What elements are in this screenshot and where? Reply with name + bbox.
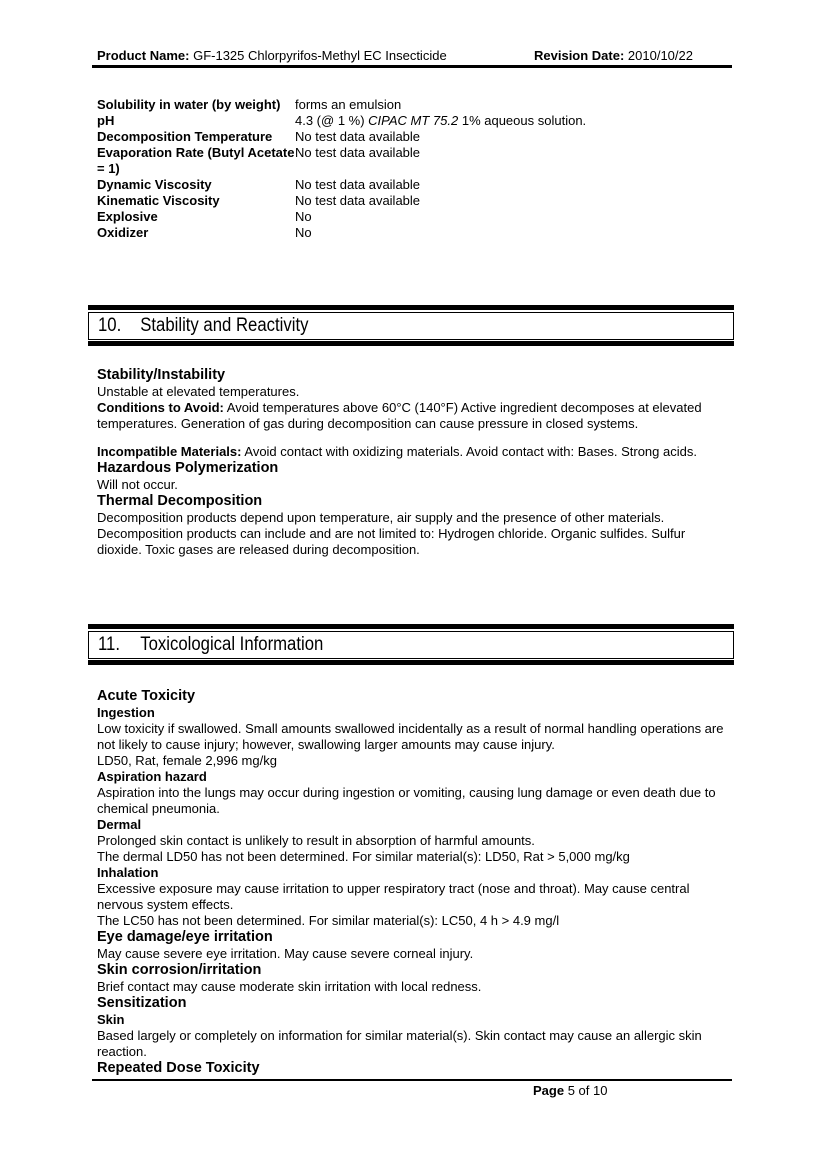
- section-11-title: [98, 634, 323, 656]
- acute-toxicity-heading: Acute Toxicity: [97, 688, 196, 704]
- section-10-number: 10.: [98, 315, 122, 336]
- incompatible-label: Incompatible Materials:: [97, 444, 242, 459]
- aspiration-heading: Aspiration hazard: [97, 769, 207, 784]
- property-key: Oxidizer: [97, 225, 149, 240]
- inhalation-text: Excessive exposure may cause irritation to upper respiratory tract (nose and throat). May cause central nervous system effects.: [97, 881, 690, 912]
- ingestion-ld50: LD50, Rat, female 2,996 mg/kg: [97, 753, 277, 768]
- property-row: [97, 129, 737, 145]
- eye-irritation-heading: Eye damage/eye irritation: [97, 929, 273, 945]
- ingestion-heading: Ingestion: [97, 705, 155, 720]
- spacer: [97, 432, 727, 444]
- property-row: [97, 97, 737, 113]
- section-11-title-text: Toxicological Information: [140, 634, 324, 655]
- thermal-heading: Thermal Decomposition: [97, 493, 263, 509]
- property-value: No: [295, 209, 312, 224]
- property-value: No test data available: [295, 177, 421, 192]
- ph-value-suffix: 1% aqueous solution.: [458, 113, 587, 128]
- section-11-content: [97, 688, 727, 1077]
- inhalation-heading: Inhalation: [97, 865, 159, 880]
- property-row: [97, 177, 737, 193]
- property-key: Kinematic Viscosity: [97, 193, 220, 208]
- property-row: [97, 193, 737, 209]
- revision-date-value: 2010/10/22: [624, 48, 693, 63]
- property-row: [97, 145, 737, 177]
- dermal-heading: Dermal: [97, 817, 142, 832]
- inhalation-lc50: The LC50 has not been determined. For similar material(s): LC50, 4 h > 4.9 mg/l: [97, 913, 560, 928]
- section-11-top-rule: [88, 624, 734, 629]
- properties-table: [97, 97, 737, 241]
- stability-heading: Stability/Instability: [97, 367, 226, 383]
- incompatible-text: Avoid contact with oxidizing materials. Avoid contact with: Bases. Strong acids.: [241, 444, 697, 459]
- property-key: Decomposition Temperature: [97, 129, 273, 144]
- page-header: [97, 48, 732, 66]
- section-10-bottom-rule: [88, 341, 734, 346]
- property-value: No test data available: [295, 129, 421, 144]
- thermal-text: Decomposition products depend upon temperature, air supply and the presence of other materials. Decomposition products can include and are not limited to: Hydrogen chloride. Organic sulfides. Sulfur dioxide. Toxic gases are released during decomposition.: [97, 510, 686, 557]
- section-11-number: 11.: [98, 634, 121, 655]
- section-10-title-text: Stability and Reactivity: [140, 315, 309, 336]
- eye-irritation-text: May cause severe eye irritation. May cause severe corneal injury.: [97, 946, 474, 961]
- revision-date-label: Revision Date:: [534, 48, 625, 63]
- page-number: [533, 1083, 607, 1098]
- skin-irritation-text: Brief contact may cause moderate skin irritation with local redness.: [97, 979, 482, 994]
- section-10-content: [97, 367, 727, 558]
- product-name-label: Product Name:: [97, 48, 190, 63]
- repeated-dose-heading: Repeated Dose Toxicity: [97, 1060, 260, 1076]
- conditions-to-avoid: [97, 400, 727, 432]
- ph-value-text: 4.3 (@ 1 %): [295, 113, 369, 128]
- property-value: No: [295, 225, 312, 240]
- ph-method: CIPAC MT 75.2: [368, 113, 459, 128]
- property-key: Solubility in water (by weight): [97, 97, 281, 112]
- dermal-text: Prolonged skin contact is unlikely to result in absorption of harmful amounts.: [97, 833, 535, 848]
- property-key: pH: [97, 113, 115, 128]
- product-name-value: GF-1325 Chlorpyrifos-Methyl EC Insecticide: [189, 48, 447, 63]
- section-11-banner: [88, 631, 734, 659]
- section-10-title: [98, 315, 308, 337]
- skin-sub-heading: Skin: [97, 1012, 125, 1027]
- polymerization-heading: Hazardous Polymerization: [97, 460, 279, 476]
- property-value: [295, 113, 737, 129]
- revision-date: [534, 48, 693, 63]
- page-count: 5 of 10: [564, 1083, 608, 1098]
- ingestion-text: Low toxicity if swallowed. Small amounts swallowed incidentally as a result of normal handling operations are not likely to cause injury; however, swallowing larger amounts may cause injury.: [97, 721, 724, 752]
- page-label: Page: [533, 1083, 565, 1098]
- sensitization-heading: Sensitization: [97, 995, 187, 1011]
- footer-rule: [92, 1079, 732, 1081]
- property-row: [97, 225, 737, 241]
- conditions-label: Conditions to Avoid:: [97, 400, 224, 415]
- property-value: No test data available: [295, 145, 421, 160]
- skin-irritation-heading: Skin corrosion/irritation: [97, 962, 262, 978]
- header-rule: [92, 65, 732, 68]
- dermal-ld50: The dermal LD50 has not been determined. For similar material(s): LD50, Rat > 5,000 mg/kg: [97, 849, 630, 864]
- property-value: No test data available: [295, 193, 421, 208]
- property-key: Dynamic Viscosity: [97, 177, 212, 192]
- aspiration-text: Aspiration into the lungs may occur during ingestion or vomiting, causing lung damage or even death due to chemical pneumonia.: [97, 785, 716, 816]
- property-key: Evaporation Rate (Butyl Acetate = 1): [97, 145, 295, 176]
- incompatible-materials: [97, 444, 727, 460]
- section-10-banner: [88, 312, 734, 340]
- stability-text: Unstable at elevated temperatures.: [97, 384, 300, 399]
- property-key: Explosive: [97, 209, 158, 224]
- section-11-bottom-rule: [88, 660, 734, 665]
- property-value: forms an emulsion: [295, 97, 402, 112]
- property-row: [97, 209, 737, 225]
- polymerization-text: Will not occur.: [97, 477, 178, 492]
- conditions-text: Avoid temperatures above 60°C (140°F) Active ingredient decomposes at elevated temperatures. Generation of gas during decomposition can cause pressure in closed systems.: [97, 400, 702, 431]
- section-10-top-rule: [88, 305, 734, 310]
- property-row: [97, 113, 737, 129]
- sensitization-text: Based largely or completely on information for similar material(s). Skin contact may cause an allergic skin reaction.: [97, 1028, 702, 1059]
